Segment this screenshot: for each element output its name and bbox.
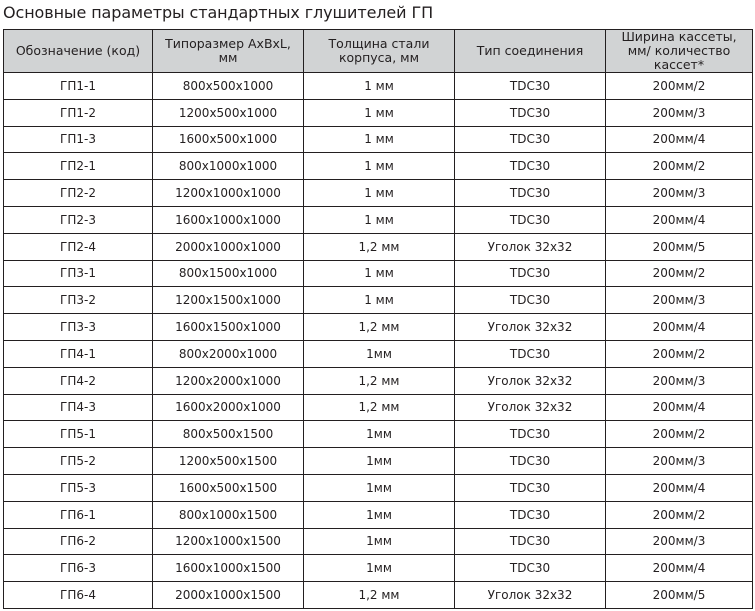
cell-designation: ГП6-4 [4,582,153,609]
cell-connection-type: TDC30 [455,501,606,528]
cell-steel-thickness: 1,2 мм [304,394,455,421]
cell-cassette: 200мм/2 [606,73,753,100]
cell-designation: ГП2-1 [4,153,153,180]
cell-cassette: 200мм/4 [606,314,753,341]
column-header-designation: Обозначение (код) [4,30,153,73]
table-row [4,126,753,153]
cell-connection-type: TDC30 [455,555,606,582]
cell-cassette: 200мм/4 [606,555,753,582]
column-header-connection-type: Тип соединения [455,30,606,73]
cell-cassette: 200мм/3 [606,287,753,314]
cell-steel-thickness: 1,2 мм [304,367,455,394]
page-title: Основные параметры стандартных глушителей ГП [3,3,434,22]
table-body [4,73,753,609]
cell-cassette: 200мм/3 [606,367,753,394]
cell-designation: ГП2-4 [4,233,153,260]
column-header-size: Типоразмер AxBxL, мм [153,30,304,73]
cell-steel-thickness: 1,2 мм [304,582,455,609]
cell-size: 1600x1500x1000 [153,314,304,341]
cell-connection-type: Уголок 32x32 [455,233,606,260]
table-row [4,394,753,421]
cell-size: 800x1500x1000 [153,260,304,287]
cell-steel-thickness: 1мм [304,421,455,448]
cell-designation: ГП6-3 [4,555,153,582]
cell-size: 1200x2000x1000 [153,367,304,394]
cell-connection-type: TDC30 [455,528,606,555]
cell-size: 2000x1000x1500 [153,582,304,609]
cell-size: 2000x1000x1000 [153,233,304,260]
table-row [4,314,753,341]
cell-connection-type: TDC30 [455,126,606,153]
cell-connection-type: Уголок 32x32 [455,394,606,421]
cell-cassette: 200мм/3 [606,528,753,555]
cell-steel-thickness: 1 мм [304,206,455,233]
table-row [4,287,753,314]
cell-steel-thickness: 1мм [304,340,455,367]
cell-connection-type: Уголок 32x32 [455,582,606,609]
cell-steel-thickness: 1,2 мм [304,233,455,260]
table-row [4,233,753,260]
cell-steel-thickness: 1 мм [304,73,455,100]
table-row [4,582,753,609]
table-row [4,367,753,394]
cell-cassette: 200мм/3 [606,99,753,126]
table-row [4,528,753,555]
cell-cassette: 200мм/4 [606,126,753,153]
cell-cassette: 200мм/5 [606,233,753,260]
cell-cassette: 200мм/3 [606,448,753,475]
table-row [4,73,753,100]
table-row [4,340,753,367]
cell-size: 1600x1000x1000 [153,206,304,233]
cell-designation: ГП5-3 [4,474,153,501]
cell-size: 1600x1000x1500 [153,555,304,582]
table-row [4,260,753,287]
cell-size: 1200x500x1000 [153,99,304,126]
table-row [4,448,753,475]
cell-cassette: 200мм/4 [606,394,753,421]
cell-connection-type: TDC30 [455,260,606,287]
cell-cassette: 200мм/3 [606,180,753,207]
cell-size: 1200x1500x1000 [153,287,304,314]
cell-connection-type: TDC30 [455,73,606,100]
table-row [4,99,753,126]
cell-size: 1200x1000x1500 [153,528,304,555]
cell-designation: ГП6-2 [4,528,153,555]
cell-connection-type: TDC30 [455,474,606,501]
table-header [4,30,753,73]
cell-designation: ГП5-1 [4,421,153,448]
cell-steel-thickness: 1мм [304,448,455,475]
cell-size: 800x1000x1000 [153,153,304,180]
cell-connection-type: TDC30 [455,206,606,233]
cell-connection-type: TDC30 [455,448,606,475]
cell-cassette: 200мм/2 [606,501,753,528]
cell-designation: ГП6-1 [4,501,153,528]
cell-steel-thickness: 1 мм [304,153,455,180]
cell-designation: ГП2-3 [4,206,153,233]
cell-cassette: 200мм/2 [606,153,753,180]
cell-designation: ГП4-1 [4,340,153,367]
cell-cassette: 200мм/5 [606,582,753,609]
cell-cassette: 200мм/4 [606,206,753,233]
cell-connection-type: TDC30 [455,99,606,126]
column-header-cassette-width: Ширина кассеты, мм/ количество кассет* [606,30,753,73]
cell-designation: ГП2-2 [4,180,153,207]
cell-steel-thickness: 1мм [304,528,455,555]
cell-steel-thickness: 1 мм [304,126,455,153]
cell-designation: ГП1-1 [4,73,153,100]
cell-size: 800x500x1000 [153,73,304,100]
cell-connection-type: TDC30 [455,340,606,367]
table-row [4,474,753,501]
cell-designation: ГП5-2 [4,448,153,475]
cell-connection-type: TDC30 [455,180,606,207]
cell-designation: ГП1-3 [4,126,153,153]
cell-size: 1600x500x1500 [153,474,304,501]
table-row [4,180,753,207]
header-row [4,30,753,73]
cell-cassette: 200мм/2 [606,260,753,287]
cell-designation: ГП1-2 [4,99,153,126]
cell-steel-thickness: 1 мм [304,287,455,314]
cell-size: 1600x2000x1000 [153,394,304,421]
table-row [4,153,753,180]
cell-designation: ГП3-1 [4,260,153,287]
cell-steel-thickness: 1мм [304,555,455,582]
cell-steel-thickness: 1мм [304,474,455,501]
cell-size: 1600x500x1000 [153,126,304,153]
cell-designation: ГП4-3 [4,394,153,421]
cell-cassette: 200мм/2 [606,421,753,448]
cell-designation: ГП4-2 [4,367,153,394]
cell-steel-thickness: 1,2 мм [304,314,455,341]
cell-size: 800x1000x1500 [153,501,304,528]
cell-steel-thickness: 1 мм [304,180,455,207]
cell-size: 1200x500x1500 [153,448,304,475]
table-row [4,421,753,448]
table-row [4,206,753,233]
cell-designation: ГП3-2 [4,287,153,314]
cell-size: 1200x1000x1000 [153,180,304,207]
table-row [4,501,753,528]
cell-steel-thickness: 1 мм [304,260,455,287]
cell-steel-thickness: 1 мм [304,99,455,126]
cell-connection-type: TDC30 [455,421,606,448]
cell-connection-type: TDC30 [455,153,606,180]
cell-connection-type: Уголок 32x32 [455,367,606,394]
cell-size: 800x2000x1000 [153,340,304,367]
cell-connection-type: Уголок 32x32 [455,314,606,341]
cell-cassette: 200мм/2 [606,340,753,367]
cell-cassette: 200мм/4 [606,474,753,501]
cell-steel-thickness: 1мм [304,501,455,528]
silencer-parameters-table [3,29,753,609]
column-header-steel-thickness: Толщина стали корпуса, мм [304,30,455,73]
cell-connection-type: TDC30 [455,287,606,314]
cell-size: 800x500x1500 [153,421,304,448]
cell-designation: ГП3-3 [4,314,153,341]
table-row [4,555,753,582]
